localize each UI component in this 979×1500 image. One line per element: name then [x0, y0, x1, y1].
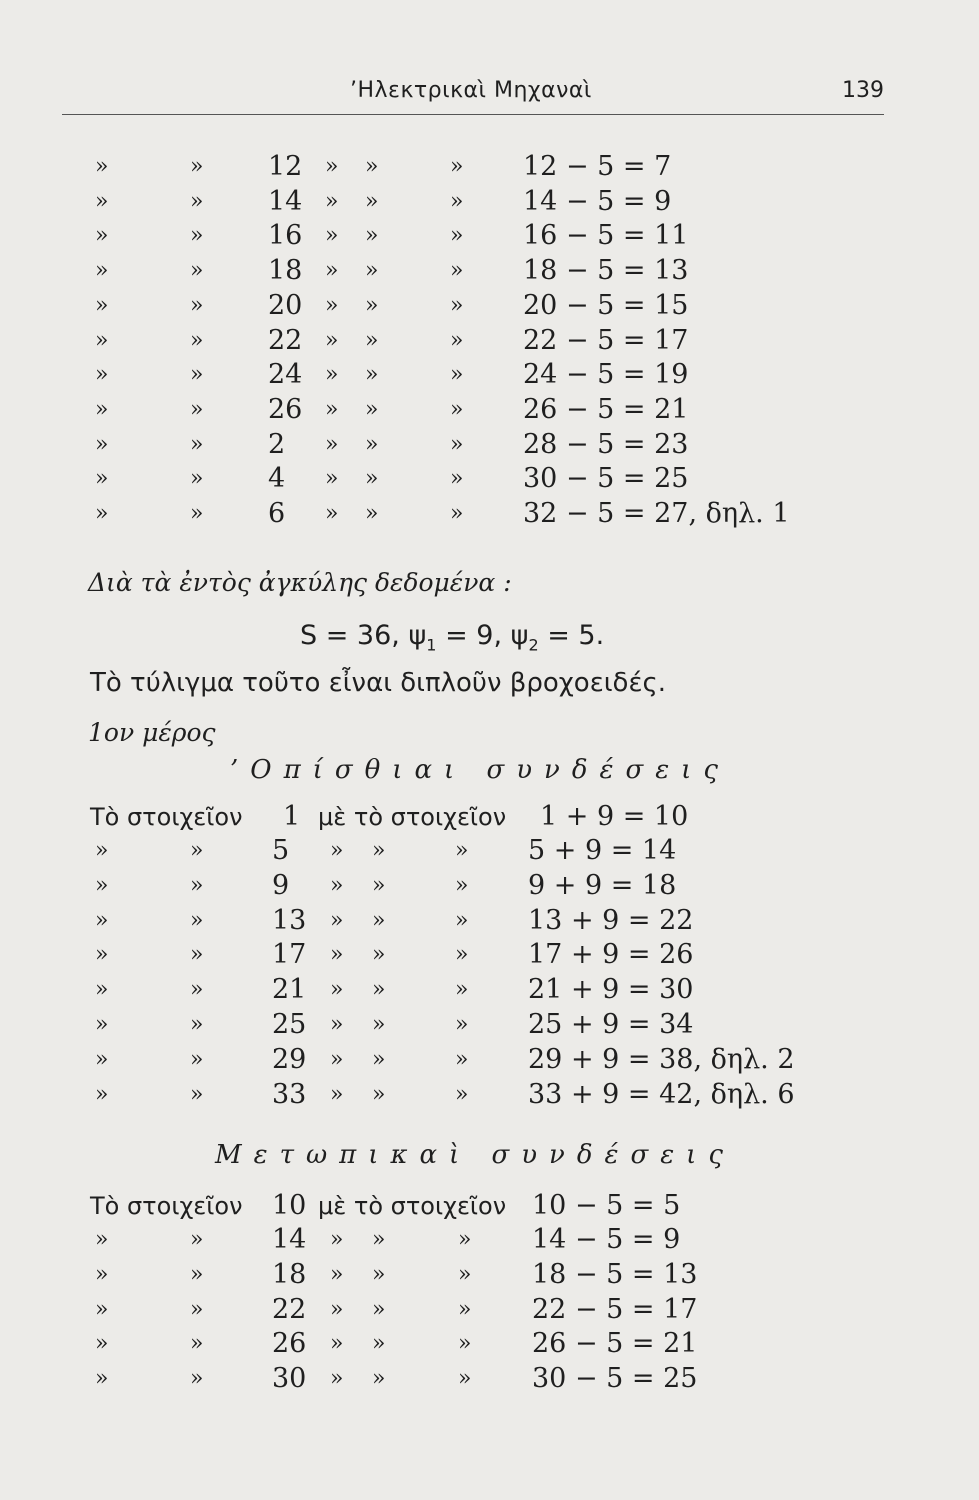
table-row: [0, 428, 979, 462]
cell-n: 25: [272, 1009, 307, 1040]
cell-e: »: [450, 431, 464, 457]
cell-a: »: [95, 327, 109, 353]
cell-a: »: [95, 396, 109, 422]
cell-d: »: [365, 154, 379, 179]
cell-n: 2: [268, 428, 286, 460]
cell-d: »: [365, 223, 379, 249]
cell-n: 26: [268, 393, 303, 425]
cell-e: »: [450, 466, 464, 492]
cell-expr: 30 − 5 = 25: [532, 1363, 698, 1395]
cell-expr: 12 − 5 = 7: [523, 151, 672, 182]
table-row: [0, 289, 979, 323]
cell-a: »: [95, 1227, 109, 1252]
cell-c: »: [330, 977, 344, 1003]
cell-a: »: [95, 1296, 109, 1322]
table-row: [0, 1293, 979, 1327]
cell-c: »: [330, 1331, 344, 1357]
cell-e: »: [458, 1261, 472, 1287]
cell-n: 30: [272, 1363, 307, 1395]
eq-psi2: $\psi_2 = 5$.: [510, 620, 605, 655]
cell-d: »: [365, 501, 379, 526]
cell-expr: 26 − 5 = 21: [532, 1328, 698, 1360]
table-row: [0, 150, 979, 184]
cell-n: 21: [272, 974, 307, 1006]
cell-a: »: [95, 1046, 109, 1072]
cell-n: 5: [272, 835, 290, 866]
cell-n: 6: [268, 498, 286, 529]
table-row: [0, 973, 979, 1007]
cell-c: »: [325, 466, 339, 492]
cell-n: 18: [272, 1258, 307, 1290]
cell-n: 1: [283, 801, 301, 832]
cell-d: »: [365, 188, 379, 214]
cell-a: »: [95, 1261, 109, 1287]
cell-b: »: [190, 258, 204, 284]
table-row: [0, 800, 979, 834]
cell-b: »: [190, 1366, 204, 1392]
cell-c: »: [325, 292, 339, 318]
cell-b: »: [190, 1227, 204, 1252]
cell-b: »: [190, 188, 204, 214]
cell-n: 14: [272, 1224, 307, 1255]
cell-b: »: [190, 466, 204, 492]
cell-mid: μὲ τὸ στοιχεῖον: [318, 803, 507, 831]
cell-a: »: [95, 501, 109, 526]
statement-text: Τὸ τύλιγμα τοῦτο εἶναι διπλοῦν βροχοειδές.: [90, 668, 667, 698]
cell-expr: 5 + 9 = 14: [528, 835, 677, 866]
table-row: [0, 185, 979, 219]
cell-b: »: [190, 1081, 204, 1107]
cell-d: »: [372, 838, 386, 863]
cell-b: »: [190, 501, 204, 526]
cell-d: »: [372, 1296, 386, 1322]
cell-expr: 1 + 9 = 10: [540, 801, 689, 832]
running-header: ’Ηλεκτρικαὶ Μηχαναὶ: [350, 78, 592, 103]
table-row: [0, 938, 979, 972]
cell-e: »: [455, 1046, 469, 1072]
cell-expr: 25 + 9 = 34: [528, 1009, 694, 1040]
cell-expr: 16 − 5 = 11: [523, 220, 689, 252]
cell-d: »: [372, 872, 386, 898]
cell-c: »: [325, 327, 339, 353]
cell-d: »: [365, 292, 379, 318]
cell-d: »: [365, 327, 379, 353]
cell-d: »: [365, 362, 379, 388]
cell-n: 24: [268, 359, 303, 391]
cell-e: »: [458, 1227, 472, 1252]
cell-n: 16: [268, 220, 303, 252]
cell-a: »: [95, 1331, 109, 1357]
cell-expr: 18 − 5 = 13: [532, 1258, 698, 1290]
cell-c: »: [330, 872, 344, 898]
cell-b: »: [190, 431, 204, 457]
table-row: [0, 462, 979, 496]
cell-expr: 33 + 9 = 42, δηλ. 6: [528, 1078, 795, 1110]
cell-n: 13: [272, 904, 307, 936]
cell-d: »: [365, 396, 379, 422]
cell-b: »: [190, 872, 204, 898]
cell-expr: 22 − 5 = 17: [523, 324, 689, 356]
cell-mid: μὲ τὸ στοιχεῖον: [318, 1192, 507, 1220]
cell-b: »: [190, 838, 204, 863]
cell-a: »: [95, 942, 109, 968]
cell-expr: 13 + 9 = 22: [528, 904, 694, 936]
cell-d: »: [372, 1261, 386, 1287]
cell-expr: 10 − 5 = 5: [532, 1190, 681, 1221]
cell-b: »: [190, 396, 204, 422]
section2-heading: Μετωπικαὶ συνδέσεις: [215, 1140, 735, 1170]
cell-a: »: [95, 223, 109, 249]
cell-e: »: [450, 154, 464, 179]
cell-lead: Τὸ στοιχεῖον: [90, 803, 243, 831]
cell-e: »: [450, 362, 464, 388]
cell-n: 20: [268, 289, 303, 321]
cell-b: »: [190, 1331, 204, 1357]
cell-a: »: [95, 1366, 109, 1392]
cell-n: 17: [272, 939, 307, 971]
cell-a: »: [95, 977, 109, 1003]
cell-e: »: [450, 258, 464, 284]
cell-c: »: [325, 431, 339, 457]
cell-expr: 14 − 5 = 9: [523, 185, 672, 217]
cell-e: »: [450, 292, 464, 318]
cell-a: »: [95, 154, 109, 179]
cell-a: »: [95, 907, 109, 933]
cell-expr: 20 − 5 = 15: [523, 289, 689, 321]
cell-d: »: [365, 258, 379, 284]
cell-expr: 21 + 9 = 30: [528, 974, 694, 1006]
cell-a: »: [95, 872, 109, 898]
cell-a: »: [95, 188, 109, 214]
cell-c: »: [330, 1012, 344, 1037]
cell-n: 9: [272, 869, 290, 901]
winding-equation: [300, 620, 604, 654]
table-row: [0, 1078, 979, 1112]
cell-d: »: [372, 1366, 386, 1392]
cell-d: »: [372, 942, 386, 968]
cell-d: »: [372, 1331, 386, 1357]
cell-e: »: [455, 872, 469, 898]
cell-d: »: [372, 1081, 386, 1107]
table-row: [0, 1008, 979, 1042]
table-row: [0, 1327, 979, 1361]
cell-expr: 30 − 5 = 25: [523, 463, 689, 495]
table-row: [0, 358, 979, 392]
cell-e: »: [458, 1366, 472, 1392]
table-row: [0, 254, 979, 288]
cell-d: »: [372, 907, 386, 933]
cell-lead: Τὸ στοιχεῖον: [90, 1192, 243, 1220]
cell-b: »: [190, 362, 204, 388]
cell-expr: 26 − 5 = 21: [523, 393, 689, 425]
cell-a: »: [95, 1081, 109, 1107]
cell-d: »: [372, 1227, 386, 1252]
cell-d: »: [372, 1012, 386, 1037]
cell-c: »: [330, 1081, 344, 1107]
table-row: [0, 1258, 979, 1292]
cell-b: »: [190, 907, 204, 933]
cell-a: »: [95, 466, 109, 492]
table-row: [0, 869, 979, 903]
cell-c: »: [325, 396, 339, 422]
cell-a: »: [95, 258, 109, 284]
cell-expr: 9 + 9 = 18: [528, 869, 677, 901]
cell-a: »: [95, 362, 109, 388]
page-number: 139: [842, 78, 884, 103]
cell-n: 14: [268, 185, 303, 217]
cell-e: »: [450, 188, 464, 214]
table-row: [0, 497, 979, 531]
cell-c: »: [330, 1366, 344, 1392]
cell-n: 33: [272, 1078, 307, 1110]
section1-heading: ’Οπίσθιαι συνδέσεις: [230, 755, 730, 785]
cell-a: »: [95, 292, 109, 318]
cell-n: 29: [272, 1043, 307, 1075]
cell-b: »: [190, 1046, 204, 1072]
cell-b: »: [190, 292, 204, 318]
cell-c: »: [330, 1261, 344, 1287]
eq-psi1: $\psi_1 = 9$,: [408, 620, 503, 655]
cell-n: 18: [268, 255, 303, 287]
cell-b: »: [190, 1261, 204, 1287]
cell-c: »: [325, 501, 339, 526]
intro-text: Διὰ τὰ ἐντὸς ἀγκύλης δεδομένα :: [88, 568, 512, 597]
cell-n: 22: [268, 324, 303, 356]
cell-e: »: [450, 223, 464, 249]
cell-c: »: [325, 223, 339, 249]
cell-expr: 29 + 9 = 38, δηλ. 2: [528, 1043, 795, 1075]
cell-c: »: [330, 907, 344, 933]
table-row: [0, 1043, 979, 1077]
cell-c: »: [330, 1227, 344, 1252]
cell-c: »: [325, 258, 339, 284]
cell-n: 22: [272, 1293, 307, 1325]
cell-e: »: [450, 501, 464, 526]
table-row: [0, 834, 979, 868]
cell-e: »: [450, 327, 464, 353]
cell-expr: 28 − 5 = 23: [523, 428, 689, 460]
cell-a: »: [95, 431, 109, 457]
cell-e: »: [455, 1012, 469, 1037]
cell-c: »: [330, 838, 344, 863]
cell-d: »: [372, 1046, 386, 1072]
cell-expr: 22 − 5 = 17: [532, 1293, 698, 1325]
cell-c: »: [325, 188, 339, 214]
cell-n: 4: [268, 463, 286, 495]
table-row: [0, 1189, 979, 1223]
cell-c: »: [330, 942, 344, 968]
cell-d: »: [365, 431, 379, 457]
table-row: [0, 1223, 979, 1257]
cell-e: »: [455, 1081, 469, 1107]
table-row: [0, 393, 979, 427]
table-row: [0, 904, 979, 938]
cell-a: »: [95, 838, 109, 863]
table-row: [0, 219, 979, 253]
cell-expr: 32 − 5 = 27, δηλ. 1: [523, 498, 790, 529]
cell-c: »: [330, 1296, 344, 1322]
cell-b: »: [190, 223, 204, 249]
cell-d: »: [372, 977, 386, 1003]
table-row: [0, 1362, 979, 1396]
cell-a: »: [95, 1012, 109, 1037]
cell-n: 12: [268, 151, 303, 182]
cell-expr: 18 − 5 = 13: [523, 255, 689, 287]
cell-c: »: [325, 154, 339, 179]
part-label: 1ον μέρος: [88, 718, 216, 747]
header-rule: [62, 114, 884, 115]
cell-e: »: [455, 838, 469, 863]
cell-e: »: [458, 1296, 472, 1322]
cell-n: 26: [272, 1328, 307, 1360]
cell-e: »: [450, 396, 464, 422]
cell-c: »: [330, 1046, 344, 1072]
cell-n: 10: [272, 1190, 307, 1221]
cell-b: »: [190, 1296, 204, 1322]
cell-c: »: [325, 362, 339, 388]
eq-s: S = 36,: [300, 620, 400, 651]
cell-e: »: [455, 907, 469, 933]
table-row: [0, 324, 979, 358]
cell-expr: 14 − 5 = 9: [532, 1224, 681, 1255]
cell-e: »: [455, 977, 469, 1003]
cell-b: »: [190, 942, 204, 968]
cell-expr: 24 − 5 = 19: [523, 359, 689, 391]
cell-e: »: [455, 942, 469, 968]
cell-b: »: [190, 154, 204, 179]
cell-b: »: [190, 1012, 204, 1037]
cell-expr: 17 + 9 = 26: [528, 939, 694, 971]
cell-e: »: [458, 1331, 472, 1357]
cell-b: »: [190, 327, 204, 353]
cell-b: »: [190, 977, 204, 1003]
cell-d: »: [365, 466, 379, 492]
